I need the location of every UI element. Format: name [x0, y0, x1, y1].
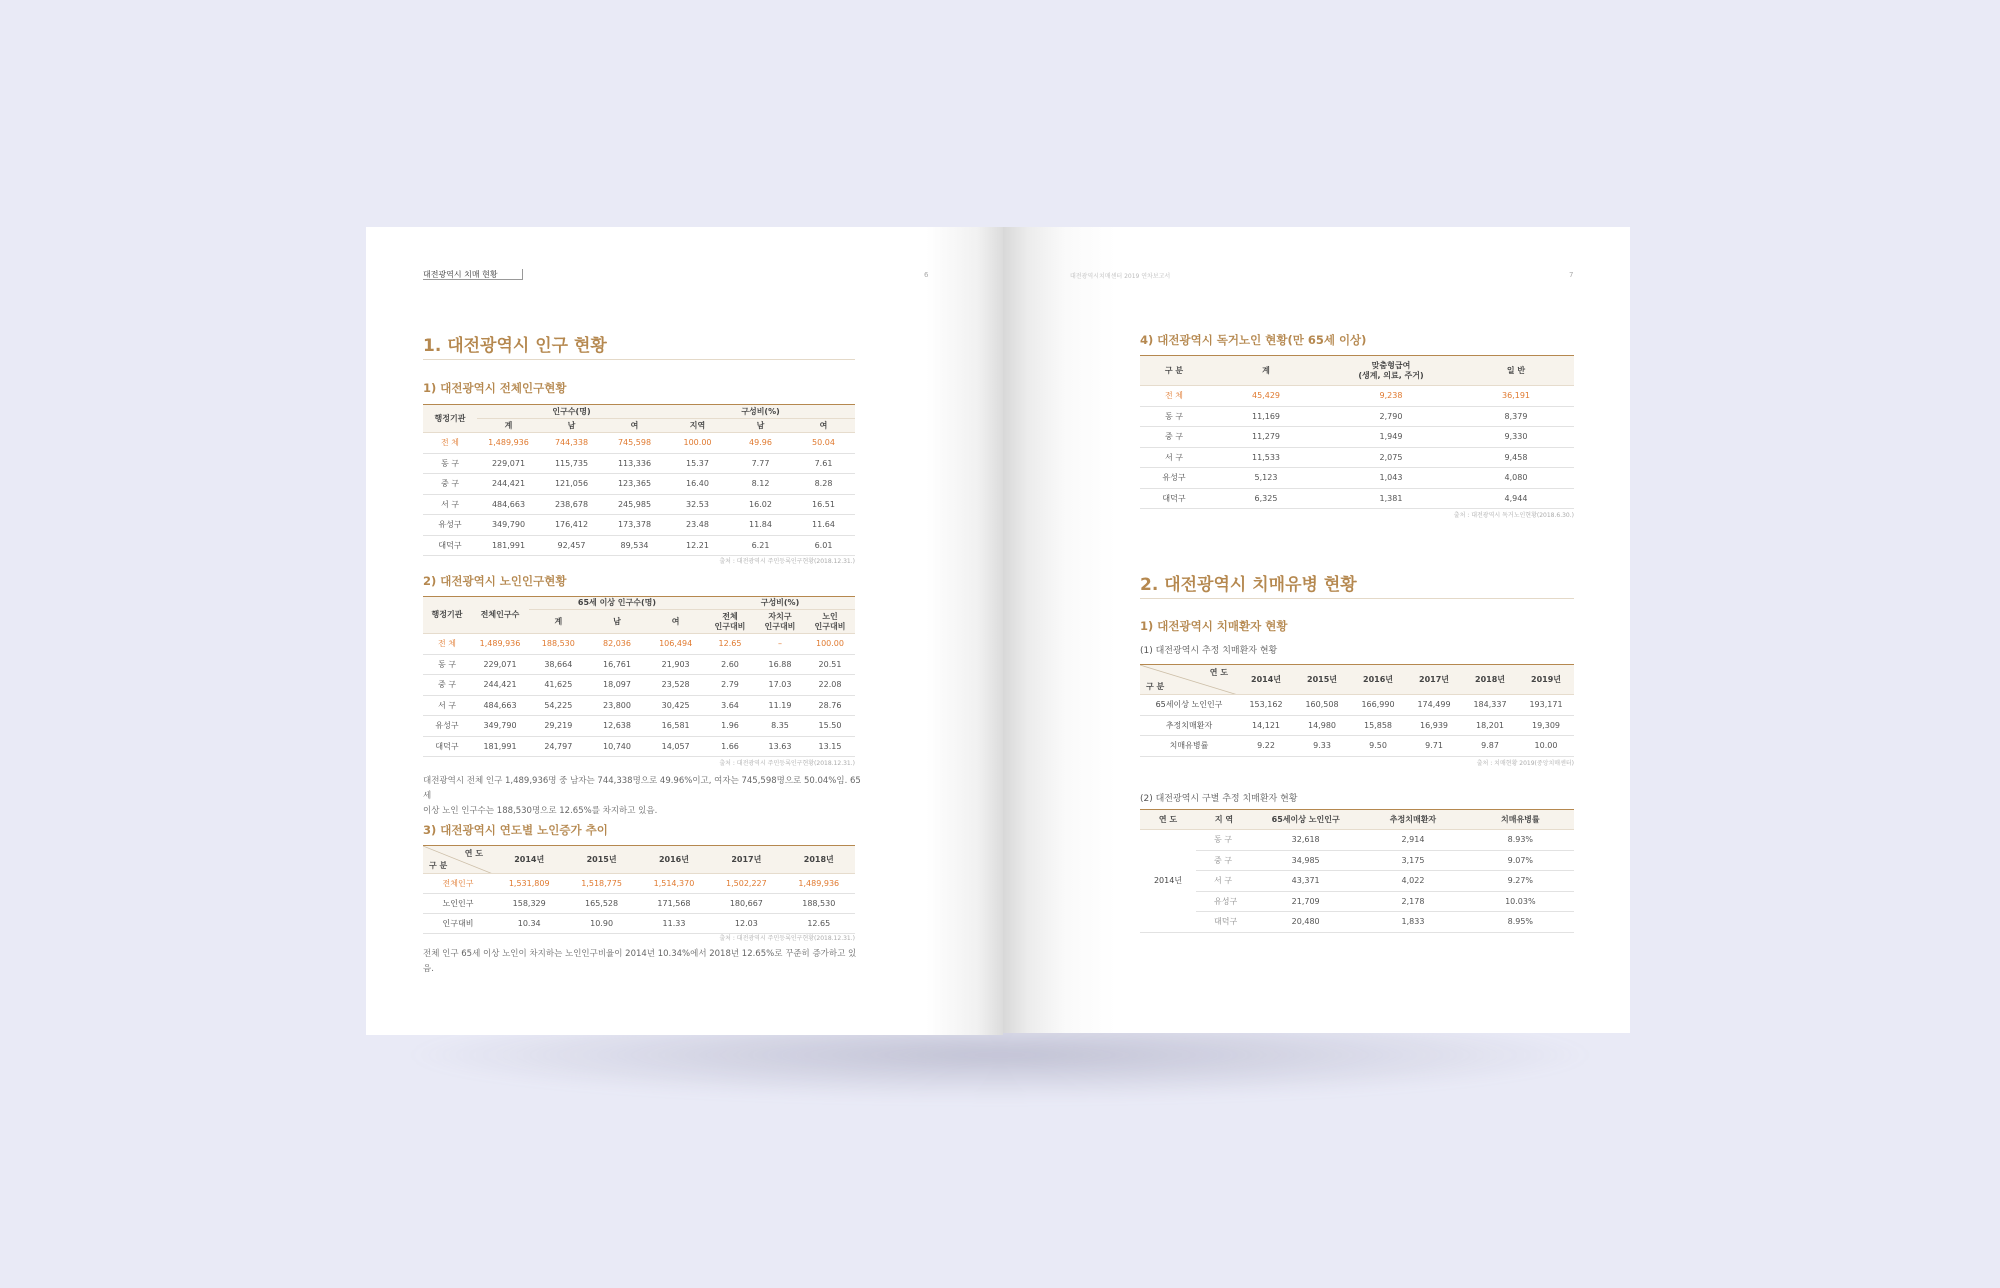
table-cell: 165,528	[565, 894, 637, 914]
table-row	[1140, 736, 1574, 757]
table-cell: 1.66	[705, 736, 755, 757]
th-diagonal	[1140, 665, 1238, 695]
table-cell: 113,336	[603, 453, 666, 474]
row-label: 인구대비	[423, 914, 493, 934]
table-cell: 29,219	[529, 716, 588, 737]
table3-summary: 전체 인구 65세 이상 노인이 차지하는 노인인구비율이 2014년 10.34%에서 2018년 12.65%로 꾸준히 증가하고 있음.	[423, 949, 857, 974]
table-row	[1140, 427, 1574, 448]
th-ratio-district: 자치구 인구대비	[755, 610, 805, 634]
table-cell: 21,903	[646, 654, 705, 675]
row-label: 동 구	[423, 654, 471, 675]
th-year-label: 연 도	[1209, 668, 1228, 677]
row-label: 전 체	[1140, 386, 1208, 407]
table-cell: 45,429	[1208, 386, 1324, 407]
th-year: 2016년	[638, 846, 710, 874]
table-cell: 8,379	[1458, 406, 1574, 427]
table-cell: 21,709	[1252, 891, 1359, 912]
table-cell: 38,664	[529, 654, 588, 675]
table-cell: 14,980	[1294, 715, 1350, 736]
table-cell: 100.00	[805, 634, 855, 655]
solitary-elderly-table	[1140, 355, 1574, 509]
table-cell: 2,914	[1359, 830, 1466, 851]
table5-title: (1) 대전광역시 추정 치매환자 현황	[1140, 646, 1278, 656]
table-cell: 193,171	[1518, 695, 1574, 716]
th-male: 남	[540, 419, 603, 433]
row-label: 대덕구	[1140, 488, 1208, 509]
table-row	[1140, 850, 1574, 871]
table-cell: 484,663	[477, 494, 540, 515]
table-cell: 17.03	[755, 675, 805, 696]
table-cell: 16.02	[729, 494, 792, 515]
elderly-trend-table	[423, 845, 855, 934]
table-row	[1140, 447, 1574, 468]
table-cell: 2,075	[1324, 447, 1458, 468]
table4-body	[1140, 386, 1574, 509]
table-row	[423, 453, 855, 474]
th-year: 2015년	[565, 846, 637, 874]
table-row	[1140, 715, 1574, 736]
th-year: 2016년	[1350, 665, 1406, 695]
th-year: 2014년	[493, 846, 565, 874]
table-cell: 100.00	[666, 433, 729, 454]
running-head-right: 대전광역시치매센터 2019 연차보고서	[1070, 273, 1171, 280]
row-label: 중 구	[423, 474, 477, 495]
table-cell: 16.40	[666, 474, 729, 495]
table-cell: 2.79	[705, 675, 755, 696]
table-cell: 20.51	[805, 654, 855, 675]
th-female-ratio: 여	[792, 419, 855, 433]
th-region: 행정기관	[423, 597, 471, 634]
table4-title: 4) 대전광역시 독거노인 현황(만 65세 이상)	[1140, 333, 1367, 347]
table-cell: 12.21	[666, 535, 729, 556]
table-cell: 23.48	[666, 515, 729, 536]
row-label: 전 체	[423, 433, 477, 454]
row-label: 추정치매환자	[1140, 715, 1238, 736]
table-cell: 9,458	[1458, 447, 1574, 468]
table-cell: 11.19	[755, 695, 805, 716]
table-cell: 184,337	[1462, 695, 1518, 716]
table3-source: 출처 : 대전광역시 주민등록인구현황(2018.12.31.)	[719, 935, 855, 942]
th-ratio: 구성비(%)	[666, 405, 855, 419]
th-ratio-elderly: 노인 인구대비	[805, 610, 855, 634]
th-male-ratio: 남	[729, 419, 792, 433]
th-custom-benefit: 맞춤형급여 (생계, 의료, 주거)	[1324, 356, 1458, 386]
table2-summary-line2: 이상 노인 인구수는 188,530명으로 12.65%를 차지하고 있음.	[423, 805, 658, 816]
table-cell: 349,790	[477, 515, 540, 536]
table-cell: 14,057	[646, 736, 705, 757]
table-cell: 11.84	[729, 515, 792, 536]
table-cell: 16.51	[792, 494, 855, 515]
th-diagonal	[423, 846, 493, 874]
table-cell: 349,790	[471, 716, 529, 737]
th-total: 계	[1208, 356, 1324, 386]
table-cell: 153,162	[1238, 695, 1294, 716]
estimated-dementia-table	[1140, 664, 1574, 757]
table-cell: 9.07%	[1467, 850, 1574, 871]
th-total: 계	[529, 610, 588, 634]
table-cell: 12.65	[783, 914, 855, 934]
table-cell: 50.04	[792, 433, 855, 454]
table1-source: 출처 : 대전광역시 주민등록인구현황(2018.12.31.)	[719, 558, 855, 565]
th-region: 행정기관	[423, 405, 477, 433]
table-cell: 2.60	[705, 654, 755, 675]
table-cell: 1,489,936	[477, 433, 540, 454]
table-cell: 9.71	[1406, 736, 1462, 757]
table-cell: 8.95%	[1467, 912, 1574, 933]
table-cell: 15,858	[1350, 715, 1406, 736]
table-row	[423, 494, 855, 515]
table-cell: 115,735	[540, 453, 603, 474]
th-year: 연 도	[1140, 810, 1196, 830]
year-cell: 2014년	[1140, 830, 1196, 933]
table-cell: 166,990	[1350, 695, 1406, 716]
th-elderly-population: 65세 이상 인구수(명)	[529, 597, 705, 610]
row-label: 대덕구	[423, 736, 471, 757]
table-cell: 10,740	[588, 736, 647, 757]
table-row	[1140, 488, 1574, 509]
section-title-dementia: 2. 대전광역시 치매유병 현황	[1140, 575, 1357, 595]
page-number-left: 6	[924, 271, 929, 279]
total-population-table	[423, 404, 855, 556]
table-cell: 23,528	[646, 675, 705, 696]
table-cell: 89,534	[603, 535, 666, 556]
table-cell: 7.61	[792, 453, 855, 474]
table-cell: 41,625	[529, 675, 588, 696]
table-cell: 9,330	[1458, 427, 1574, 448]
table-cell: 16,581	[646, 716, 705, 737]
table5-source: 출처 : 치매현황 2019(중앙치매센터)	[1476, 760, 1574, 767]
th-male: 남	[588, 610, 647, 634]
table-row	[1140, 891, 1574, 912]
th-region: 지 역	[1196, 810, 1252, 830]
table6-body	[1140, 830, 1574, 933]
table-cell: 5,123	[1208, 468, 1324, 489]
section-title-population: 1. 대전광역시 인구 현황	[423, 336, 607, 356]
table-cell: 11,279	[1208, 427, 1324, 448]
table-row	[1140, 830, 1574, 851]
running-head-left: 대전광역시 치매 현황	[423, 269, 523, 280]
row-label: 유성구	[1196, 891, 1252, 912]
table-cell: 3,175	[1359, 850, 1466, 871]
table-cell: 229,071	[477, 453, 540, 474]
table-row	[1140, 468, 1574, 489]
table-cell: 174,499	[1406, 695, 1462, 716]
table-row	[423, 433, 855, 454]
table-cell: 12,638	[588, 716, 647, 737]
table-cell: 6.01	[792, 535, 855, 556]
row-label: 유성구	[1140, 468, 1208, 489]
table-cell: 32.53	[666, 494, 729, 515]
table-cell: 3.64	[705, 695, 755, 716]
row-label: 전체인구	[423, 874, 493, 894]
table-cell: 8.28	[792, 474, 855, 495]
th-total-population: 전체인구수	[471, 597, 529, 634]
th-year: 2015년	[1294, 665, 1350, 695]
table-cell: 1,833	[1359, 912, 1466, 933]
table-row	[1140, 871, 1574, 892]
table-cell: 173,378	[603, 515, 666, 536]
table-cell: 11.64	[792, 515, 855, 536]
table-row	[1140, 912, 1574, 933]
table-cell: 11.33	[638, 914, 710, 934]
table-cell: 13.63	[755, 736, 805, 757]
table-cell: 23,800	[588, 695, 647, 716]
th-year: 2014년	[1238, 665, 1294, 695]
table-cell: 160,508	[1294, 695, 1350, 716]
table-row	[423, 634, 855, 655]
table-cell: 43,371	[1252, 871, 1359, 892]
table-cell: 1,514,370	[638, 874, 710, 894]
table-cell: 4,944	[1458, 488, 1574, 509]
table-cell: 16,761	[588, 654, 647, 675]
table-cell: 1,489,936	[471, 634, 529, 655]
table-row	[423, 654, 855, 675]
table-cell: 1,949	[1324, 427, 1458, 448]
table-cell: 2,790	[1324, 406, 1458, 427]
row-label: 전 체	[423, 634, 471, 655]
table-cell: 9.22	[1238, 736, 1294, 757]
table-row	[423, 736, 855, 757]
table-cell: 244,421	[471, 675, 529, 696]
table-cell: 8.12	[729, 474, 792, 495]
table-cell: 10.03%	[1467, 891, 1574, 912]
row-label: 서 구	[423, 695, 471, 716]
row-label: 유성구	[423, 716, 471, 737]
table-cell: 7.77	[729, 453, 792, 474]
right-page	[1003, 227, 1630, 1033]
page-number-right: 7	[1569, 271, 1574, 279]
table-cell: 244,421	[477, 474, 540, 495]
th-year: 2017년	[710, 846, 782, 874]
table-cell: 10.00	[1518, 736, 1574, 757]
row-label: 동 구	[423, 453, 477, 474]
table-cell: 1,531,809	[493, 874, 565, 894]
row-label: 중 구	[1196, 850, 1252, 871]
table2-body	[423, 634, 855, 757]
table-cell: 14,121	[1238, 715, 1294, 736]
table-row	[423, 675, 855, 696]
table-cell: 158,329	[493, 894, 565, 914]
row-label: 노인인구	[423, 894, 493, 914]
district-dementia-table	[1140, 809, 1574, 933]
table-row	[1140, 695, 1574, 716]
table-cell: 10.90	[565, 914, 637, 934]
table6-title: (2) 대전광역시 구별 추정 치매환자 현황	[1140, 794, 1298, 804]
th-year: 2017년	[1406, 665, 1462, 695]
th-female: 여	[646, 610, 705, 634]
th-category-label: 구 분	[1146, 681, 1165, 691]
elderly-population-table	[423, 596, 855, 757]
table-cell: 106,494	[646, 634, 705, 655]
table-cell: 1,518,775	[565, 874, 637, 894]
table-cell: 9,238	[1324, 386, 1458, 407]
table-cell: 1,489,936	[783, 874, 855, 894]
table-cell: 18,097	[588, 675, 647, 696]
th-ratio-total: 전체 인구대비	[705, 610, 755, 634]
table-cell: 1.96	[705, 716, 755, 737]
th-year: 2019년	[1518, 665, 1574, 695]
table-cell: 4,080	[1458, 468, 1574, 489]
table-cell: 229,071	[471, 654, 529, 675]
table4-source: 출처 : 대전광역시 독거노인현황(2018.6.30.)	[1453, 512, 1574, 519]
table-cell: 19,309	[1518, 715, 1574, 736]
th-year: 2018년	[1462, 665, 1518, 695]
table-cell: 6,325	[1208, 488, 1324, 509]
th-total: 계	[477, 419, 540, 433]
table3-body	[423, 874, 855, 934]
table-cell: 176,412	[540, 515, 603, 536]
table-cell: 181,991	[477, 535, 540, 556]
table-cell: 181,991	[471, 736, 529, 757]
table-row	[423, 894, 855, 914]
table-cell: 745,598	[603, 433, 666, 454]
row-label: 대덕구	[423, 535, 477, 556]
table1-body	[423, 433, 855, 556]
table-row	[1140, 406, 1574, 427]
row-label: 서 구	[423, 494, 477, 515]
table-cell: 12.03	[710, 914, 782, 934]
table-cell: 12.65	[705, 634, 755, 655]
table-cell: 8.93%	[1467, 830, 1574, 851]
table-cell: 22.08	[805, 675, 855, 696]
table-row	[423, 914, 855, 934]
table-row	[423, 716, 855, 737]
table-cell: 9.33	[1294, 736, 1350, 757]
th-category: 구 분	[1140, 356, 1208, 386]
table-cell: 16,939	[1406, 715, 1462, 736]
table-cell: 6.21	[729, 535, 792, 556]
table-cell: 15.50	[805, 716, 855, 737]
row-label: 중 구	[1140, 427, 1208, 448]
table-cell: 49.96	[729, 433, 792, 454]
table-cell: 30,425	[646, 695, 705, 716]
row-label: 대덕구	[1196, 912, 1252, 933]
dementia-subtitle: 1) 대전광역시 치매환자 현황	[1140, 619, 1288, 633]
table-row	[423, 695, 855, 716]
th-elderly-population: 65세이상 노인인구	[1252, 810, 1359, 830]
th-category-label: 구 분	[429, 860, 448, 870]
section-title-rule	[1140, 598, 1574, 599]
table-cell: 9.50	[1350, 736, 1406, 757]
th-prevalence: 치매유병률	[1467, 810, 1574, 830]
table-cell: 484,663	[471, 695, 529, 716]
table-row	[423, 515, 855, 536]
table-cell: 36,191	[1458, 386, 1574, 407]
row-label: 65세이상 노인인구	[1140, 695, 1238, 716]
table-row	[423, 474, 855, 495]
table-cell: 123,365	[603, 474, 666, 495]
table-cell: 13.15	[805, 736, 855, 757]
table2-source: 출처 : 대전광역시 주민등록인구현황(2018.12.31.)	[719, 760, 855, 767]
table-cell: 20,480	[1252, 912, 1359, 933]
table-cell: 1,502,227	[710, 874, 782, 894]
table-cell: 180,667	[710, 894, 782, 914]
th-population: 인구수(명)	[477, 405, 666, 419]
table-cell: 11,169	[1208, 406, 1324, 427]
row-label: 서 구	[1140, 447, 1208, 468]
table-cell: 1,043	[1324, 468, 1458, 489]
row-label: 치매유병률	[1140, 736, 1238, 757]
table-cell: 2,178	[1359, 891, 1466, 912]
table-cell: 121,056	[540, 474, 603, 495]
table-cell: 4,022	[1359, 871, 1466, 892]
table-cell: 11,533	[1208, 447, 1324, 468]
table-row	[1140, 386, 1574, 407]
row-label: 동 구	[1140, 406, 1208, 427]
table-cell: 9.87	[1462, 736, 1518, 757]
table2-summary	[423, 774, 863, 819]
table-cell: 15.37	[666, 453, 729, 474]
table-cell: 188,530	[529, 634, 588, 655]
table-cell: 16.88	[755, 654, 805, 675]
table-cell: 18,201	[1462, 715, 1518, 736]
table-cell: 9.27%	[1467, 871, 1574, 892]
left-page	[366, 227, 1003, 1035]
table-cell: 28.76	[805, 695, 855, 716]
table-cell: 238,678	[540, 494, 603, 515]
table-row	[423, 535, 855, 556]
table1-title: 1) 대전광역시 전체인구현황	[423, 381, 567, 395]
th-female: 여	[603, 419, 666, 433]
table-cell: 744,338	[540, 433, 603, 454]
table-cell: 8.35	[755, 716, 805, 737]
table5-body	[1140, 695, 1574, 757]
table-cell: 54,225	[529, 695, 588, 716]
row-label: 유성구	[423, 515, 477, 536]
table2-title: 2) 대전광역시 노인인구현황	[423, 574, 567, 588]
section-title-rule	[423, 359, 855, 360]
table2-summary-line1: 대전광역시 전체 인구 1,489,936명 중 남자는 744,338명으로 49.96%이고, 여자는 745,598명으로 50.04%임. 65세	[423, 776, 861, 801]
table-cell: 82,036	[588, 634, 647, 655]
table-cell: 34,985	[1252, 850, 1359, 871]
row-label: 중 구	[423, 675, 471, 696]
table-cell: 92,457	[540, 535, 603, 556]
row-label: 서 구	[1196, 871, 1252, 892]
table-cell: 24,797	[529, 736, 588, 757]
th-area: 지역	[666, 419, 729, 433]
table-cell: 1,381	[1324, 488, 1458, 509]
th-estimated-patients: 추정치매환자	[1359, 810, 1466, 830]
table-cell: 188,530	[783, 894, 855, 914]
table3-title: 3) 대전광역시 연도별 노인증가 추이	[423, 823, 608, 837]
table-cell: 10.34	[493, 914, 565, 934]
th-general: 일 반	[1458, 356, 1574, 386]
table-cell: –	[755, 634, 805, 655]
table-cell: 32,618	[1252, 830, 1359, 851]
th-year-label: 연 도	[464, 849, 483, 858]
th-ratio: 구성비(%)	[705, 597, 855, 610]
row-label: 동 구	[1196, 830, 1252, 851]
th-year: 2018년	[783, 846, 855, 874]
table-cell: 245,985	[603, 494, 666, 515]
table-row	[423, 874, 855, 894]
table-cell: 171,568	[638, 894, 710, 914]
